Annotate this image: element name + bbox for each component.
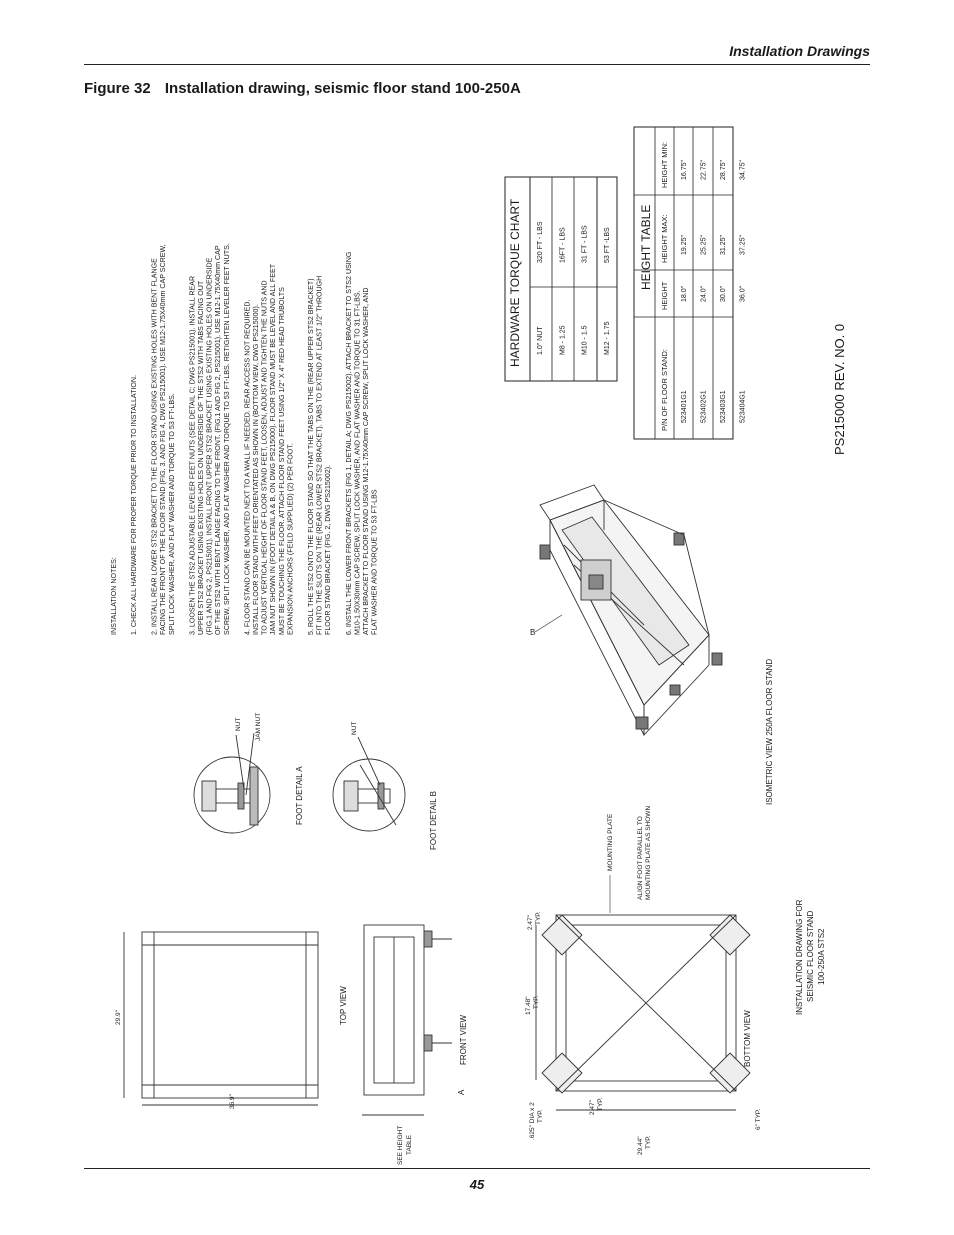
height-table-cell: 37.25" [739, 234, 747, 255]
installation-drawing [84, 105, 870, 1165]
height-table-cell: 25.25" [700, 234, 708, 255]
foot-detail-a-title: FOOT DETAIL A [295, 766, 304, 825]
foot-detail-a [194, 733, 270, 833]
dim-2944-val: 29.44" [637, 1136, 644, 1155]
dim-625-val: .625" DIA x 2 [529, 1102, 536, 1140]
bottom-view-title: BOTTOM VIEW [743, 1010, 752, 1067]
front-view-title: FRONT VIEW [459, 1014, 468, 1065]
note-line: 1. CHECK ALL HARDWARE FOR PROPER TORQUE PRIOR TO INSTALLATION. [130, 374, 138, 635]
header-rule [84, 64, 870, 65]
height-table-cell: 523404G1 [739, 390, 747, 423]
dim-625-typ: TYP. [537, 1109, 544, 1123]
note-line: FLOOR STAND BRACKET (FIG. 2, DWG PS215002). [324, 464, 333, 635]
foot-b-nut-label: NUT [351, 721, 358, 735]
note-line: INSTALL FLOOR STAND WITH FEET ORIENTATED AS SHOWN IN (BOTTOM VIEW, DWG PS215000). [252, 304, 260, 635]
callout-a: A [457, 1089, 466, 1095]
height-table-cell: 16.75" [681, 159, 688, 180]
note-line: ATTACH BRACKET TO FLOOR STAND USING M12-1.75X40mm CAP SCREW, SPLIT LOCK WASHER, AND [362, 287, 370, 635]
height-table-cell: 30.0" [720, 285, 727, 302]
see-height-line-1: SEE HEIGHT [397, 1125, 404, 1165]
note-line: FLAT WASHER AND TORQUE TO 53 FT-LBS [370, 489, 379, 635]
note-line: FACING THE FRONT OF THE FLOOR STAND (FIG. 3. AND FIG 4, DWG PS215001). USE M12-1.75X40mm CAP SCREW, [159, 244, 168, 635]
height-table-cell: 523401G1 [681, 390, 688, 423]
isometric-view [540, 485, 722, 735]
front-view [362, 925, 452, 1115]
note-line: 2. INSTALL REAR LOWER STS2 BRACKET TO THE FLOOR STAND USING EXISTING HOLES WITH BENT FLANGE [150, 258, 159, 635]
figure-title: Installation drawing, seismic floor stand 100-250A [164, 80, 521, 97]
note-line: 4. FLOOR STAND CAN BE MOUNTED NEXT TO A WALL IF NEEDED. REAR ACCESS NOT REQUIRED. [243, 299, 252, 635]
note-line: FIT INTO THE SLOTS ON THE (REAR LOWER STS2 BRACKET). TABS TO EXTEND AT LEAST 1/2" THROUGH [315, 275, 324, 635]
height-table-header: HEIGHT MAX: [660, 214, 669, 263]
note-line: JAM NUT SHOWN IN (FOOT DETAIL A & B, ON DWG PS215000). FLOOR STAND MUST BE LEVEL AND ALL FEET [269, 263, 278, 635]
foot-a-jam-nut-label: JAM NUT [255, 712, 262, 741]
torque-value-cell: 53 FT -LBS [603, 227, 611, 263]
note-line: 3. LOOSEN THE STS2 ADJUSTABLE LEVELER FEET NUTS (SEE DETAIL C; DWG PS215001). INSTALL REAR [188, 275, 197, 635]
dim-2944-typ: TYP. [645, 1135, 652, 1149]
note-line: TO ADJUST VERTICAL HEIGHT OF FLOOR STAND FEET, LOOSEN, ADJUST AND TIGHTEN THE NUTS AND [260, 280, 269, 635]
dim-1748-typ: TYP. [533, 995, 540, 1009]
dim-247-side-typ: TYP. [597, 1097, 604, 1111]
torque-value-cell: 16FT - LBS [559, 227, 567, 263]
note-line: OF THE STS2 WITH BENT FLANGE FACING TO THE FRONT. (FIG.1 AND FIG 2, PS215001). USE M12-1.75X40mm CAP [214, 245, 223, 635]
page-number: 45 [469, 1177, 485, 1192]
notes-heading: INSTALLATION NOTES: [110, 557, 118, 635]
height-table-cell: 31.25" [720, 234, 727, 255]
align-foot-line-2: MOUNTING PLATE AS SHOWN [645, 805, 652, 900]
dim-247-top-typ: TYP. [535, 911, 542, 925]
top-view-dim-width: 29.9" [115, 1010, 122, 1025]
height-table-cell: 523403G1 [720, 390, 727, 423]
note-line: SPLIT LOCK WASHER, AND FLAT WASHER AND TORQUE TO 53 FT-LBS. [167, 393, 176, 635]
torque-value-cell: 320 FT - LBS [537, 221, 544, 263]
height-table-cell: 34.75" [739, 159, 747, 180]
torque-chart [505, 177, 617, 381]
note-line: (FIG.1 AND FIG 2, PS215001). INSTALL FRONT UPPER STS2 BRACKET USING EXISTING HOLES ON UNDERSIDE [205, 257, 214, 635]
foot-detail-b-title: FOOT DETAIL B [429, 791, 438, 850]
note-line: 5. ROLL THE STS2 ONTO THE FLOOR STAND SO THAT THE TABS ON THE (REAR UPPER STS2 BRACKET) [307, 278, 315, 635]
height-table [634, 127, 747, 439]
height-table-header: HEIGHT [660, 281, 669, 310]
figure-number: Figure 32 [84, 80, 151, 97]
figure-caption [84, 80, 521, 97]
height-table-cell: 22.75" [700, 159, 708, 180]
torque-size-cell: M12 - 1.75 [603, 321, 611, 355]
height-table-cell: 24.0" [700, 285, 708, 302]
dim-247-side-val: 2.47" [589, 1100, 596, 1115]
torque-size-cell: M10 - 1.5 [581, 325, 589, 355]
mounting-plate-label: MOUNTING PLATE [607, 813, 614, 871]
top-view-dim-depth: 36.9" [229, 1094, 236, 1109]
installation-notes [130, 243, 379, 635]
align-foot-line-1: ALIGN FOOT PARALLEL TO [637, 816, 644, 900]
height-table-header: HEIGHT MIN: [660, 141, 669, 188]
isometric-label: ISOMETRIC VIEW 250A FLOOR STAND [765, 658, 774, 805]
foot-detail-b [333, 737, 405, 831]
height-table-cell: 18.0" [681, 285, 688, 302]
torque-size-cell: M8 - 1.25 [559, 325, 567, 355]
title-block-line-1: INSTALLATION DRAWING FOR [795, 899, 804, 1015]
note-line: MUST BE TOUCHING THE FLOOR. ATTACH FLOOR STAND FEET USING 1/2" X 4" RED HEAD TRUBOLTS [277, 287, 286, 635]
title-block-line-3: 100-250A STS2 [817, 928, 826, 985]
drawing-number: PS215000 REV. NO. 0 [832, 323, 847, 455]
top-view [124, 932, 318, 1105]
title-block-line-2: SEISMIC FLOOR STAND [806, 910, 815, 1002]
height-table-cell: 28.75" [720, 159, 727, 180]
height-table-cell: 523402G1 [700, 390, 708, 423]
note-line: SCREW, SPLIT LOCK WASHER, AND FLAT WASHER AND TORQUE TO 53 FT-LBS. RETIGHTEN LEVELER FEET NUTS. [222, 243, 231, 635]
height-table-title: HEIGHT TABLE [639, 204, 653, 290]
foot-a-nut-label: NUT [235, 717, 242, 731]
torque-size-cell: 1.0" NUT [537, 326, 544, 355]
height-table-cell: 19.25" [681, 234, 688, 255]
torque-chart-title: HARDWARE TORQUE CHART [508, 198, 522, 367]
callout-b: B [530, 628, 536, 637]
note-line: 6. INSTALL THE LOWER FRONT BRACKETS (FIG 1, DETAIL A; DWG PS215002). ATTACH BRACKET TO STS2 USING [344, 251, 353, 635]
note-line: UPPER STS2 BRACKET USING EXISTING HOLES ON UNDERSIDE OF THE STS2 WITH TABS FACING OUT [197, 280, 205, 635]
dim-1748-val: 17.48" [525, 996, 532, 1015]
section-title: Installation Drawings [729, 43, 870, 59]
torque-value-cell: 31 FT - LBS [581, 225, 589, 263]
note-line: EXPANSION ANCHORS (FEILD SUPPLIED) (2) PER FOOT. [286, 443, 295, 635]
height-table-header: P/N OF FLOOR STAND: [660, 349, 669, 431]
see-height-line-2: TABLE [406, 1134, 413, 1155]
bottom-view [536, 915, 750, 1110]
dim-6-typ: 6" TYP. [755, 1108, 762, 1130]
footer-rule [84, 1168, 870, 1169]
note-line: M10-1.50X30mm CAP SCREW, SPLIT LOCK WASHER, AND FLAT WASHER AND TORQUE TO 31 FT-LBS. [353, 290, 362, 635]
height-table-cell: 36.0" [739, 285, 747, 302]
dim-247-top-val: 2.47" [527, 915, 534, 930]
top-view-title: TOP VIEW [339, 986, 348, 1025]
